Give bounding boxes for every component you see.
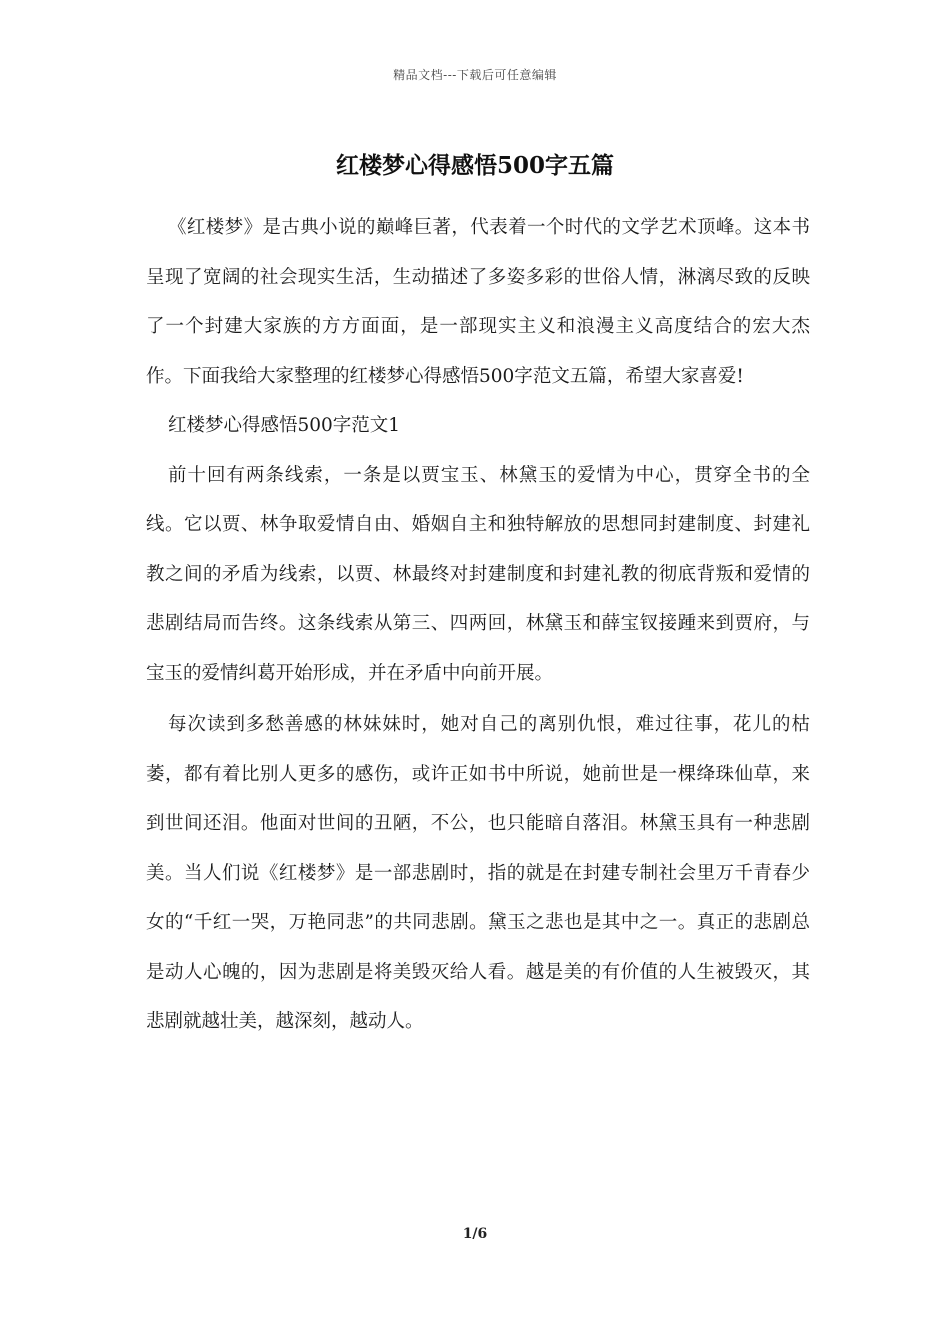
intro-paragraph: 《红楼梦》是古典小说的巅峰巨著，代表着一个时代的文学艺术顶峰。这本书呈现了宽阔的社会现实生活，生动描述了多姿多彩的世俗人情，淋漓尽致的反映了一个封建大家族的方方面面，是一部现实主义和浪漫主义高度结合的宏大杰作。下面我给大家整理的红楼梦心得感悟500字范文五篇，希望大家喜爱! bbox=[146, 217, 810, 387]
document-title: 红楼梦心得感悟500字五篇 bbox=[335, 152, 614, 179]
body-paragraph: 前十回有两条线索，一条是以贾宝玉、林黛玉的爱情为中心，贯穿全书的全线。它以贾、林争取爱情自由、婚姻自主和独特解放的思想同封建制度、封建礼教之间的矛盾为线索，以贾、林最终对封建制度和封建礼教的彻底背叛和爱情的悲剧结局而告终。这条线索从第三、四两回，林黛玉和薛宝钗接踵来到贾府，与宝玉的爱情纠葛开始形成，并在矛盾中向前开展。 bbox=[146, 464, 810, 684]
header-note: 精品文档---下载后可任意编辑 bbox=[393, 68, 557, 82]
document-body bbox=[146, 203, 810, 1047]
section-heading: 红楼梦心得感悟500字范文1 bbox=[168, 415, 401, 436]
body-paragraph: 每次读到多愁善感的林妹妹时，她对自己的离别仇恨，难过往事，花儿的枯萎，都有着比别人更多的感伤，或许正如书中所说，她前世是一棵绛珠仙草，来到世间还泪。他面对世间的丑陋，不公，也只能暗自落泪。林黛玉具有一种悲剧美。当人们说《红楼梦》是一部悲剧时，指的就是在封建专制社会里万千青春少女的“千红一哭，万艳同悲”的共同悲剧。黛玉之悲也是其中之一。真正的悲剧总是动人心魄的，因为悲剧是将美毁灭给人看。越是美的有价值的人生被毁灭，其悲剧就越壮美，越深刻，越动人。 bbox=[146, 714, 810, 1032]
page-indicator: 1/6 bbox=[462, 1226, 488, 1242]
